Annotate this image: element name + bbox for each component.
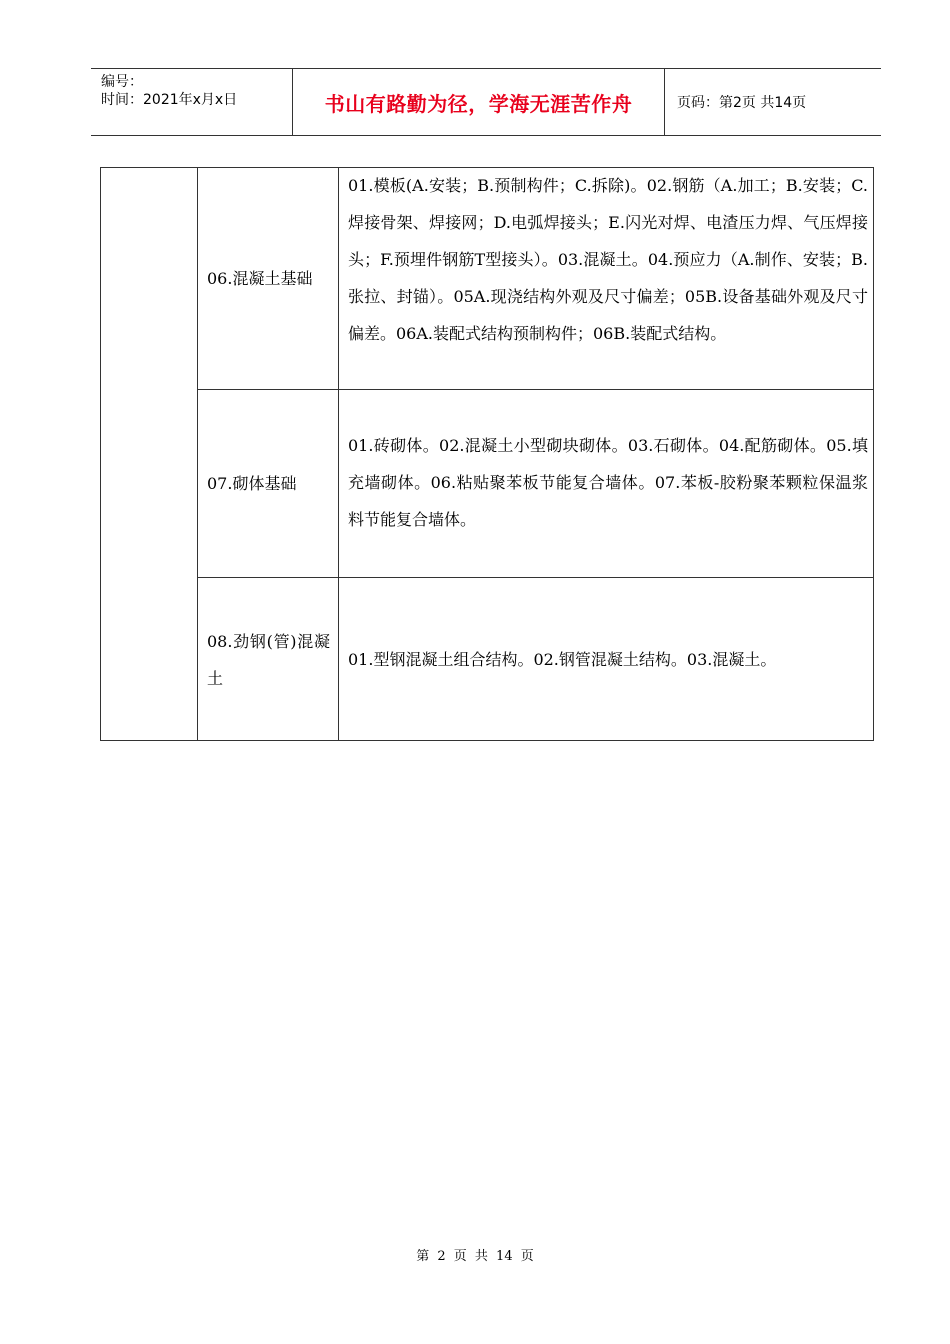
row-desc: 01.型钢混凝土组合结构。02.钢管混凝土结构。03.混凝土。 xyxy=(348,650,777,669)
row-desc-cell xyxy=(339,390,874,577)
row-name: 08.劲钢(管)混凝土 xyxy=(207,631,330,688)
row-name: 07.砌体基础 xyxy=(207,474,297,493)
table-merged-cell xyxy=(101,168,198,740)
header-page-label: 页码：第2页 共14页 xyxy=(677,95,807,111)
time-label: 时间：2021年x月x日 xyxy=(101,92,238,108)
table-row xyxy=(198,168,874,390)
header-meta xyxy=(91,69,293,135)
serial-label: 编号： xyxy=(101,74,143,90)
row-desc-cell xyxy=(339,578,874,741)
row-name: 06.混凝土基础 xyxy=(207,269,313,288)
row-name-cell xyxy=(198,578,339,741)
page-header xyxy=(91,68,881,136)
row-name-cell xyxy=(198,390,339,577)
row-desc: 01.模板(A.安装；B.预制构件；C.拆除)。02.钢筋（A.加工；B.安装；C.焊接骨架、焊接网；D.电弧焊接头；E.闪光对焊、电渣压力焊、气压焊接头；F.预埋件钢筋T型接头）。03.混凝土。04.预应力（A.制作、安装；B.张拉、封锚）。05A.现浇结构外观及尺寸偏差；05B.设备基础外观及尺寸偏差。06A.装配式结构预制构件；06B.装配式结构。 xyxy=(348,176,868,343)
row-name-cell xyxy=(198,168,339,389)
table-row xyxy=(198,390,874,578)
page-footer: 第 2 页 共 14 页 xyxy=(416,1249,534,1264)
row-desc-cell xyxy=(339,168,874,389)
header-motto: 书山有路勤为径，学海无涯苦作舟 xyxy=(293,69,665,135)
table-row xyxy=(198,578,874,741)
row-desc: 01.砖砌体。02.混凝土小型砌块砌体。03.石砌体。04.配筋砌体。05.填充墙砌体。06.粘贴聚苯板节能复合墙体。07.苯板-胶粉聚苯颗粒保温浆料节能复合墙体。 xyxy=(348,436,868,529)
content-table xyxy=(100,167,874,741)
